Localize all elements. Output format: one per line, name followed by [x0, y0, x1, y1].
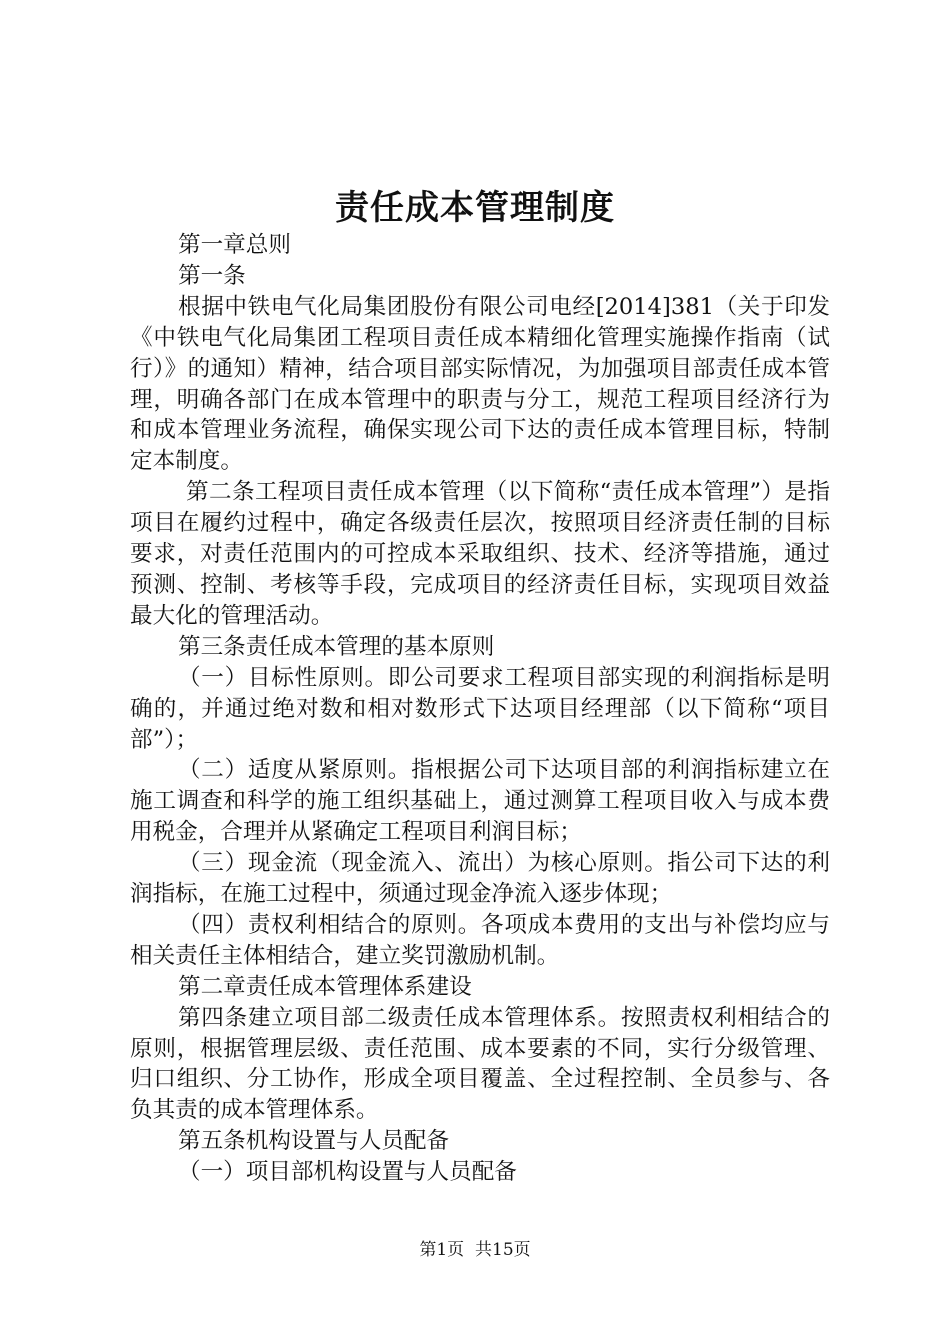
article-heading-1: 第一条 — [178, 262, 246, 289]
chapter-heading-1: 第一章总则 — [178, 232, 291, 258]
paragraph-principle-4: （四）责权利相结合的原则。各项成本费用的支出与补偿均应与相关责任主体相结合，建立奖罚激励机制。 — [130, 911, 830, 969]
document-body — [130, 230, 830, 1188]
paragraph-principle-3: （三）现金流（现金流入、流出）为核心原则。指公司下达的利润指标，在施工过程中，须通过现金净流入逐步体现； — [130, 850, 830, 908]
page-total: 共15页 — [475, 1240, 531, 1260]
paragraph-article-4: 第四条建立项目部二级责任成本管理体系。按照责权利相结合的原则，根据管理层级、责任范围、成本要素的不同，实行分级管理、归口组织、分工协作，形成全项目覆盖、全过程控制、全员参与、各负其责的成本管理体系。 — [130, 1004, 830, 1124]
page-footer — [0, 1238, 950, 1262]
paragraph-principle-2: （二）适度从紧原则。指根据公司下达项目部的利润指标建立在施工调查和科学的施工组织基础上，通过测算工程项目收入与成本费用税金，合理并从紧确定工程项目利润目标； — [130, 757, 830, 846]
chapter-heading-2: 第二章责任成本管理体系建设 — [178, 973, 472, 1000]
paragraph-subitem-1: （一）项目部机构设置与人员配备 — [178, 1159, 517, 1186]
paragraph-principle-1: （一）目标性原则。即公司要求工程项目部实现的利润指标是明确的，并通过绝对数和相对数形式下达项目经理部（以下简称“项目部”）； — [130, 664, 830, 753]
paragraph-article-1: 根据中铁电气化局集团股份有限公司电经[2014]381（关于印发《中铁电气化局集团工程项目责任成本精细化管理实施操作指南（试行）》的通知）精神，结合项目部实际情况，为加强项目部责任成本管理，明确各部门在成本管理中的职责与分工，规范工程项目经济行为和成本管理业务流程，确保实现公司下达的责任成本管理目标，特制定本制度。 — [130, 293, 830, 475]
article-heading-3: 第三条责任成本管理的基本原则 — [178, 633, 495, 660]
page-number: 第1页 — [419, 1240, 465, 1260]
paragraph-article-2: 第二条工程项目责任成本管理（以下简称“责任成本管理”）是指项目在履约过程中，确定各级责任层次，按照项目经济责任制的目标要求，对责任范围内的可控成本采取组织、技术、经济等措施，通过预测、控制、考核等手段，完成项目的经济责任目标，实现项目效益最大化的管理活动。 — [130, 479, 830, 629]
article-heading-5: 第五条机构设置与人员配备 — [178, 1128, 450, 1155]
page-title: 责任成本管理制度 — [335, 188, 615, 228]
